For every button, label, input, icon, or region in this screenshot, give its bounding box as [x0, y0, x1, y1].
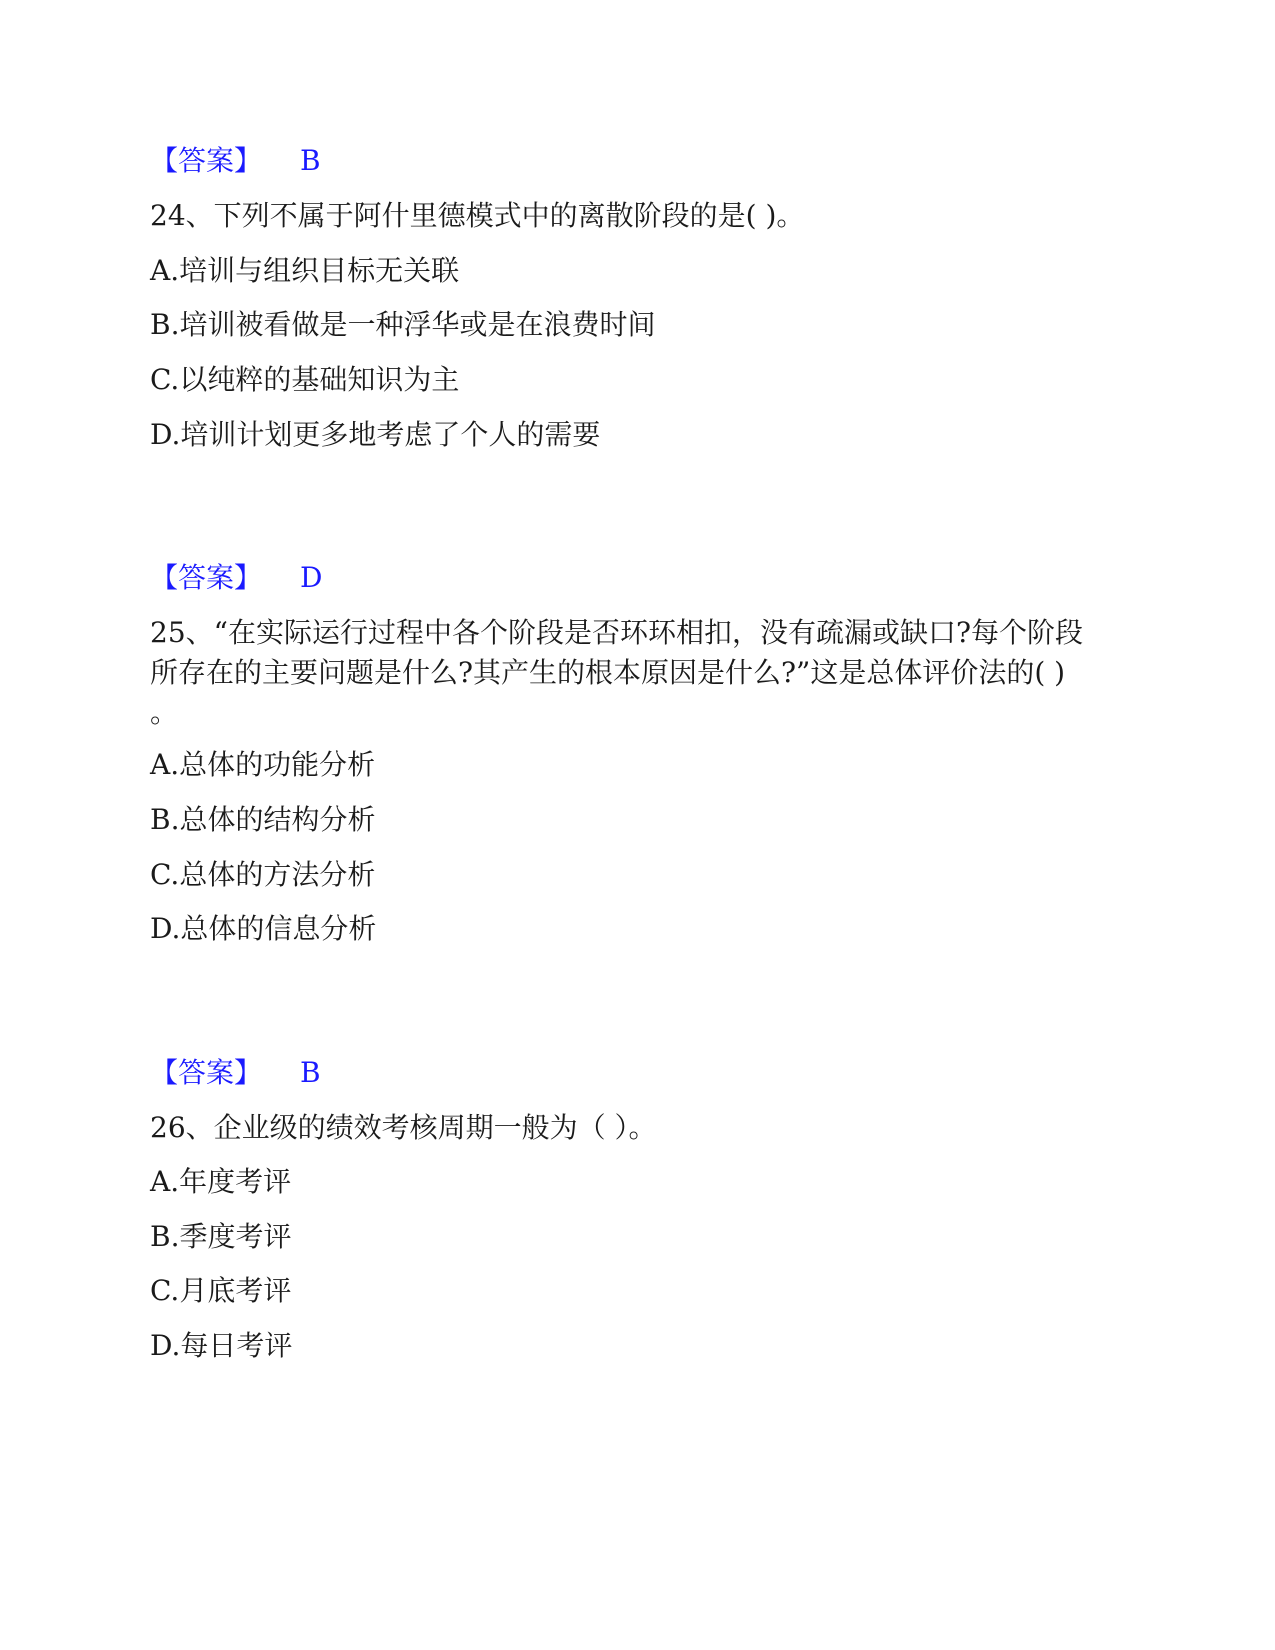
option-25-a: A.总体的功能分析 [150, 748, 376, 781]
option-24-b: B.培训被看做是一种浮华或是在浪费时间 [150, 308, 656, 341]
answer-label: 【答案】 [150, 1056, 263, 1089]
answer-value: B [300, 144, 321, 177]
question-24: 24、下列不属于阿什里德模式中的离散阶段的是( )。 [150, 199, 805, 232]
option-25-c: C.总体的方法分析 [150, 858, 376, 891]
option-26-b: B.季度考评 [150, 1220, 292, 1253]
option-26-a: A.年度考评 [150, 1165, 292, 1198]
option-25-d: D.总体的信息分析 [150, 912, 377, 945]
answer-value: B [300, 1056, 321, 1089]
answer-line [150, 561, 322, 595]
option-26-d: D.每日考评 [150, 1329, 293, 1362]
option-26-c: C.月底考评 [150, 1274, 292, 1307]
option-24-d: D.培训计划更多地考虑了个人的需要 [150, 418, 601, 451]
question-25-line-1: 25、“在实际运行过程中各个阶段是否环环相扣，没有疏漏或缺口?每个阶段 [150, 616, 1083, 649]
answer-line [150, 144, 321, 178]
answer-label: 【答案】 [150, 561, 263, 594]
question-25-line-3: 。 [150, 696, 179, 729]
option-24-a: A.培训与组织目标无关联 [150, 254, 460, 287]
question-26: 26、企业级的绩效考核周期一般为（ ）。 [150, 1111, 657, 1144]
question-25-line-2: 所存在的主要问题是什么?其产生的根本原因是什么?”这是总体评价法的( ) [150, 656, 1066, 689]
answer-line [150, 1056, 321, 1090]
answer-label: 【答案】 [150, 144, 263, 177]
option-25-b: B.总体的结构分析 [150, 803, 376, 836]
option-24-c: C.以纯粹的基础知识为主 [150, 363, 460, 396]
answer-value: D [300, 561, 323, 594]
